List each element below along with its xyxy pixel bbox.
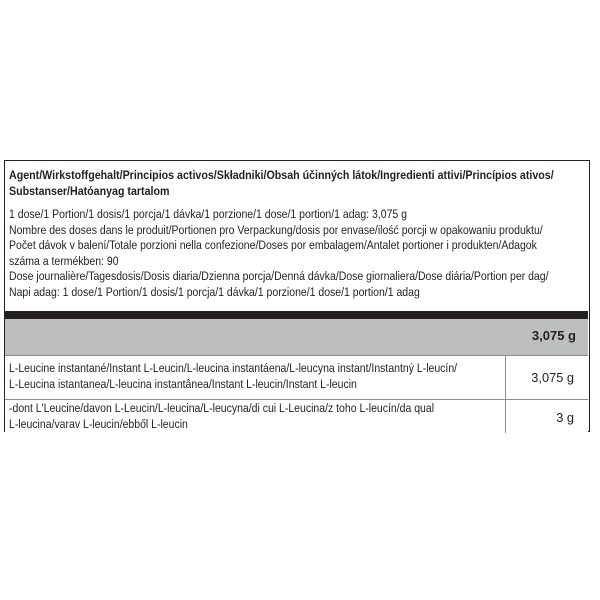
info-line: 1 dose/1 Portion/1 dosis/1 porcja/1 dávka/1 porzione/1 dose/1 portion/1 adag: 3,075 g xyxy=(9,207,407,221)
table-row xyxy=(5,355,588,399)
label-header xyxy=(9,167,583,199)
ingredient-name xyxy=(9,401,511,432)
dose-header-cell xyxy=(5,319,588,355)
ingredient-line: L-Leucina istantanea/L-leucina instantânea/Instant L-leucin/Instant L-leucin xyxy=(9,376,357,391)
column-separator xyxy=(505,356,506,399)
ingredient-value: 3,075 g xyxy=(531,370,574,385)
nutrition-label xyxy=(4,160,590,432)
info-line: Nombre des doses dans le produit/Portionen pro Verpackung/dosis por envase/ilość porcji w opakowaniu produktu/ xyxy=(9,222,543,237)
ingredient-name xyxy=(9,361,511,392)
ingredient-line: -dont L'Leucine/davon L-Leucin/L-leucina/L-leucyna/di cui L-Leucina/z toho L-leucín/da qual xyxy=(9,401,435,415)
info-line: Napi adag: 1 dose/1 Portion/1 dosis/1 porcja/1 dávka/1 porzione/1 dose/1 portion/1 adag xyxy=(9,284,420,299)
serving-info xyxy=(9,207,583,301)
dose-header-value: 3,075 g xyxy=(531,328,576,343)
info-line: Počet dávok v balení/Totale porzioni nella confezione/Doses por embalagem/Antalet portioner i produkten/Adagok xyxy=(9,238,537,253)
ingredient-line: L-Leucine instantané/Instant L-Leucin/L-leucina instantáena/L-leucyna instant/Instantný L-leucín/ xyxy=(9,361,458,375)
table-row xyxy=(5,399,588,433)
ingredient-line: L-leucina/varav L-leucin/ebből L-leucin xyxy=(9,416,188,431)
ingredient-value: 3 g xyxy=(556,410,574,425)
info-line: száma a termékben: 90 xyxy=(9,253,119,268)
column-separator xyxy=(505,400,506,433)
header-line-2: Substanser/Hatóanyag tartalom xyxy=(9,184,170,198)
header-line-1: Agent/Wirkstoffgehalt/Principios activos/Składniki/Obsah účinných látok/Ingredienti attivi/Princípios ativos/ xyxy=(9,168,554,182)
info-line: Dose journalière/Tagesdosis/Dosis diaria/Dzienna porcja/Denná dávka/Dose giornaliera/Dose diária/Portion per dag/ xyxy=(9,269,549,284)
